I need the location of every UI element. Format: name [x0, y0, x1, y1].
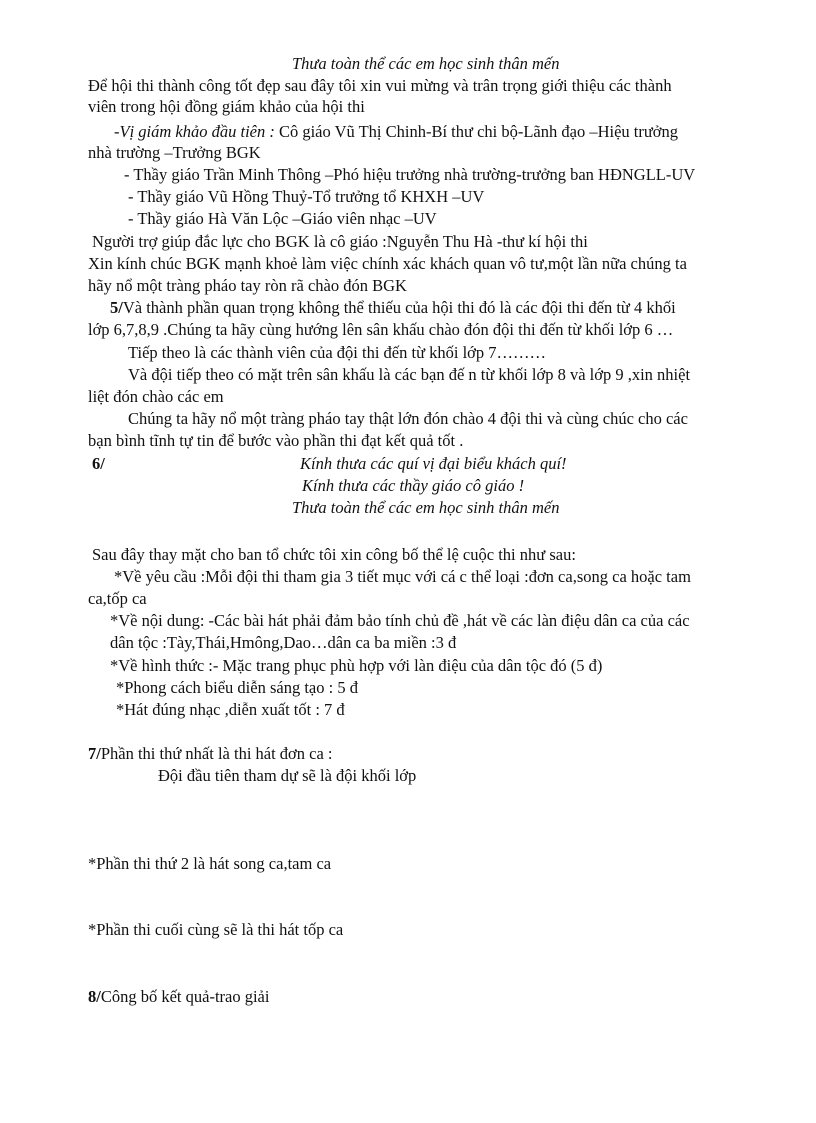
section6-greet-3: Thưa toàn thể các em học sinh thân mến [292, 498, 560, 517]
judge-first-prefix: -Vị giám khảo đầu tiên : [114, 122, 275, 141]
section5-line-1-text: Và thành phần quan trọng không thể thiếu của hội thi đó là các đội thi đến từ 4 khối [122, 298, 676, 317]
wish-line-2: hãy nổ một tràng pháo tay ròn rã chào đón BGK [88, 276, 407, 295]
section7-part-2: *Phần thi thứ 2 là hát song ca,tam ca [88, 854, 332, 873]
rules-sing: *Hát đúng nhạc ,diễn xuất tốt : 7 đ [116, 700, 345, 719]
rules-requirement-1: *Về yêu cầu :Mỗi đội thi tham gia 3 tiết mục với cá c thể loại :đơn ca,song ca hoặc tam [114, 567, 691, 586]
section7-title: Phần thi thứ nhất là thi hát đơn ca : [100, 744, 333, 763]
rules-content-2: dân tộc :Tày,Thái,Hmông,Dao…dân ca ba miền :3 đ [110, 633, 457, 652]
wish-line-1: Xin kính chúc BGK mạnh khoẻ làm việc chính xác khách quan vô tư,một lần nữa chúng ta [88, 254, 687, 273]
rules-style: *Phong cách biểu diễn sáng tạo : 5 đ [116, 678, 358, 697]
judge-second: - Thầy giáo Trần Minh Thông –Phó hiệu trưởng nhà trường-trưởng ban HĐNGLL-UV [124, 165, 696, 184]
section5-line-6: Chúng ta hãy nổ một tràng pháo tay thật lớn đón chào 4 đội thi và cùng chúc cho các [128, 409, 688, 428]
judge-first-line [114, 121, 678, 142]
section6-greet-2: Kính thưa các thầy giáo cô giáo ! [302, 476, 525, 495]
rules-requirement-2: ca,tốp ca [88, 589, 147, 608]
section5-number: 5/ [110, 298, 123, 317]
rules-form: *Về hình thức :- Mặc trang phục phù hợp với làn điệu của dân tộc đó (5 đ) [110, 656, 603, 675]
section7-first-team: Đội đầu tiên tham dự sẽ là đội khối lớp [158, 766, 417, 785]
judge-first-text: Cô giáo Vũ Thị Chinh-Bí thư chi bộ-Lãnh đạo –Hiệu trưởng [274, 122, 679, 141]
rules-intro: Sau đây thay mặt cho ban tổ chức tôi xin công bố thể lệ cuộc thi như sau: [92, 545, 576, 564]
judge-fourth: - Thầy giáo Hà Văn Lộc –Giáo viên nhạc –UV [128, 209, 437, 228]
section5-line-4: Và đội tiếp theo có mặt trên sân khấu là các bạn đế n từ khối lớp 8 và lớp 9 ,xin nhiệt [128, 365, 691, 384]
section7-number: 7/ [88, 744, 101, 763]
intro-line-2: viên trong hội đồng giám khảo của hội thi [88, 97, 365, 116]
intro-line-1: Để hội thi thành công tốt đẹp sau đây tôi xin vui mừng và trân trọng giới thiệu các thành [88, 76, 672, 95]
section6-number: 6/ [92, 454, 105, 473]
section8-line [88, 986, 269, 1007]
judge-first-cont: nhà trường –Trưởng BGK [88, 143, 261, 162]
section7-title-line [88, 743, 333, 764]
section5-line-3: Tiếp theo là các thành viên của đội thi đến từ khối lớp 7……… [128, 343, 547, 362]
section5-line-5: liệt đón chào các em [88, 387, 224, 406]
section8-title: Công bố kết quả-trao giải [100, 987, 270, 1006]
rules-content-1: *Về nội dung: -Các bài hát phải đảm bảo tính chủ đề ,hát về các làn điệu dân ca của các [110, 611, 690, 630]
section6-greet-1: Kính thưa các quí vị đại biểu khách quí! [300, 454, 567, 473]
section5-line-2: lớp 6,7,8,9 .Chúng ta hãy cùng hướng lên sân khấu chào đón đội thi đến từ khối lớp 6 … [88, 320, 674, 339]
section5-line-7: bạn bình tĩnh tự tin để bước vào phần thi đạt kết quả tốt . [88, 431, 464, 450]
judge-third: - Thầy giáo Vũ Hồng Thuỷ-Tổ trưởng tổ KHXH –UV [128, 187, 485, 206]
assistant-line: Người trợ giúp đắc lực cho BGK là cô giáo :Nguyễn Thu Hà -thư kí hội thi [92, 232, 588, 251]
section8-number: 8/ [88, 987, 101, 1006]
section7-part-3: *Phần thi cuối cùng sẽ là thi hát tốp ca [88, 920, 344, 939]
heading-greeting: Thưa toàn thể các em học sinh thân mến [292, 54, 560, 73]
section5-line-1 [110, 297, 676, 318]
